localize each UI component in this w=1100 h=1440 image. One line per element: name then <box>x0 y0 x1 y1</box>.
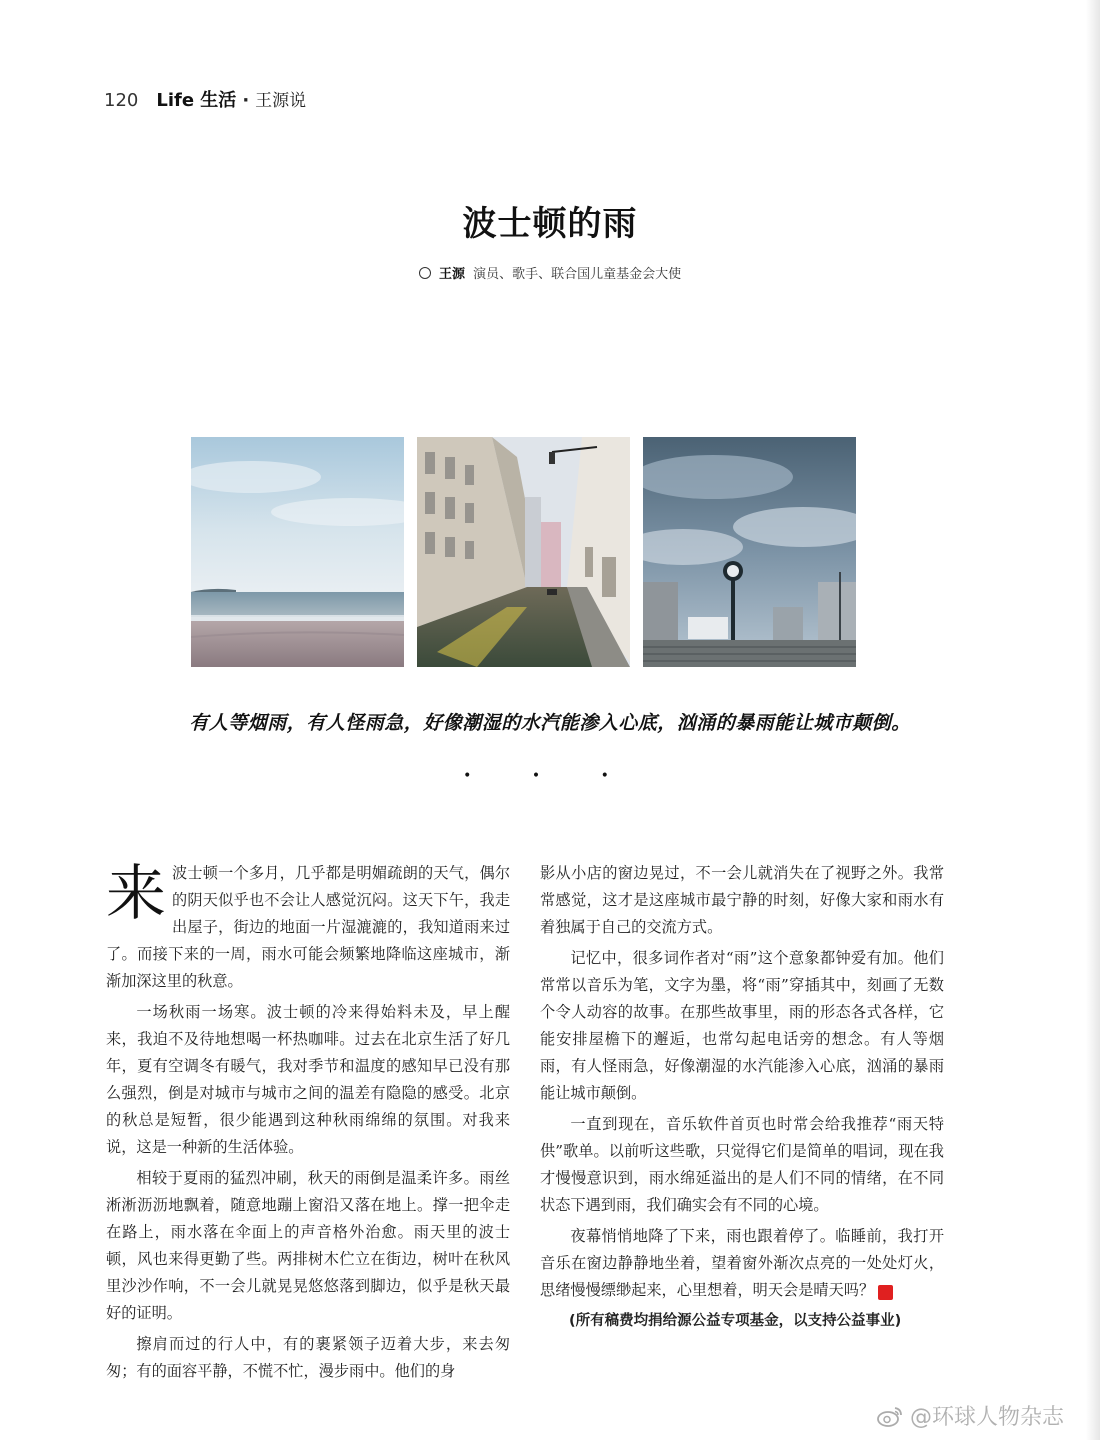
pull-quote: 有人等烟雨，有人怪雨急，好像潮湿的水汽能渗入心底，汹涌的暴雨能让城市颠倒。 <box>189 712 911 734</box>
body-paragraph: 记忆中，很多词作者对“雨”这个意象都钟爱有加。他们常常以音乐为笔，文字为墨，将“雨”穿插其中，刻画了无数个令人动容的故事。在那些故事里，雨的形态各式各样，它能安排屋檐下的邂逅，也常勾起电话旁的想念。有人等烟雨，有人怪雨急，好像潮湿的水汽能渗入心底，汹涌的暴雨能让城市颠倒。 <box>540 949 944 1102</box>
body-paragraph: 一直到现在，音乐软件首页也时常会给我推荐“雨天特供”歌单。以前听这些歌，只觉得它们是简单的唱词，现在我才慢慢意识到，雨水绵延溢出的是人们不同的情绪，在不同状态下遇到雨，我们确实会有不同的心境。 <box>540 1115 944 1214</box>
drop-cap: 来 <box>106 859 166 929</box>
weibo-icon <box>876 1404 904 1428</box>
section-label: Life 生活 <box>156 90 237 111</box>
photo-clock <box>643 437 856 667</box>
body-paragraph <box>540 1223 944 1304</box>
article-title: 波士顿的雨 <box>462 204 638 244</box>
page-number: 120 <box>104 90 139 111</box>
author-description: 演员、歌手、联合国儿童基金会大使 <box>473 267 682 282</box>
body-paragraph: 一场秋雨一场寒。波士顿的冷来得始料未及，早上醒来，我迫不及待地想喝一杯热咖啡。过去在北京生活了好几年，夏有空调冬有暖气，我对季节和温度的感知早已没有那么强烈，倒是对城市与城市之间的温差有隐隐的感受。北京的秋总是短暂，很少能遇到这种秋雨绵绵的氛围。对我来说，这是一种新的生活体验。 <box>106 1003 510 1156</box>
body-column-left <box>106 860 510 1389</box>
paragraph-text: 波士顿一个多月，几乎都是明媚疏朗的天气，偶尔的阴天似乎也不会让人感觉沉闷。这天下午，我走出屋子，街边的地面一片湿漉漉的，我知道雨来过了。而接下来的一周，雨水可能会频繁地降临这座城市，渐渐加深这里的秋意。 <box>106 864 510 990</box>
body-paragraph: 相较于夏雨的猛烈冲刷，秋天的雨倒是温柔许多。雨丝淅淅沥沥地飘着，随意地蹦上窗沿又落在地上。撑一把伞走在路上，雨水落在伞面上的声音格外治愈。雨天里的波士顿，风也来得更勤了些。两排树木伫立在街边，树叶在秋风里沙沙作响，不一会儿就晃晃悠悠落到脚边，似乎是秋天最好的证明。 <box>106 1169 510 1322</box>
author-name: 王源 <box>438 267 465 282</box>
body-paragraph: 擦肩而过的行人中，有的裹紧领子迈着大步，来去匆匆；有的面容平静，不慌不忙，漫步雨中。他们的身 <box>106 1335 510 1380</box>
byline <box>0 263 1100 282</box>
page-header <box>104 86 306 112</box>
section-divider: • • • <box>463 768 637 784</box>
donation-footnote: (所有稿费均捐给源公益专项基金，以支持公益事业) <box>569 1313 902 1329</box>
body-paragraph <box>106 860 510 995</box>
body-paragraph: 影从小店的窗边晃过，不一会儿就消失在了视野之外。我常常感觉，这才是这座城市最宁静的时刻，好像大家和雨水有着独属于自己的交流方式。 <box>540 864 944 936</box>
header-separator: · <box>242 90 250 111</box>
paragraph-text: 夜幕悄悄地降了下来，雨也跟着停了。临睡前，我打开音乐在窗边静静地坐着，望着窗外渐次点亮的一处处灯火，思绪慢慢缥缈起来，心里想着，明天会是晴天吗？ <box>540 1227 944 1299</box>
photo-street <box>417 437 630 667</box>
end-mark-icon: G <box>878 1285 893 1300</box>
watermark <box>876 1400 1064 1431</box>
photo-beach <box>191 437 404 667</box>
watermark-text: @环球人物杂志 <box>909 1405 1064 1430</box>
column-name: 王源说 <box>255 91 307 111</box>
body-column-right <box>540 860 944 1339</box>
byline-circle-icon <box>419 267 431 279</box>
